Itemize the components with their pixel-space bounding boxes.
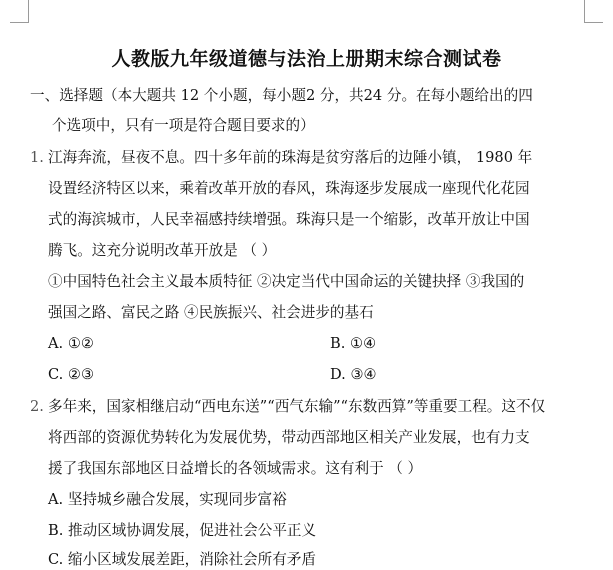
question-2-line-1: 多年来，国家相继启动“西电东送”“西气东输”“东数西算”等重要工程。这不仅 (48, 398, 546, 415)
question-1-line-3: 式的海滨城市，人民幸福感持续增强。珠海只是一个缩影，改革开放让中国 (48, 211, 530, 228)
question-1-line-4: 腾飞。这充分说明改革开放是 （ ） (48, 242, 277, 259)
question-2-option-a: A. 坚持城乡融合发展，实现同步富裕 (48, 491, 287, 508)
question-2-option-b: B. 推动区域协调发展，促进社会公平正义 (48, 522, 317, 539)
crop-mark-top-right (584, 0, 603, 23)
document-title: 人教版九年级道德与法治上册期末综合测试卷 (111, 48, 502, 70)
question-1-line-6: 强国之路、富民之路 ④民族振兴、社会进步的基石 (48, 304, 374, 321)
question-1-line-1: 江海奔流，昼夜不息。四十多年前的珠海是贫穷落后的边陲小镇， 1980 年 (48, 149, 533, 166)
section-heading-line-2: 个选项中，只有一项是符合题目要求的） (52, 117, 315, 134)
question-2-option-c: C. 缩小区域发展差距，消除社会所有矛盾 (48, 551, 317, 568)
question-1-number: 1. (30, 149, 44, 166)
crop-mark-top-left (10, 0, 29, 23)
section-heading-line-1: 一、选择题（本大题共 12 个小题，每小题2 分，共24 分。在每小题给出的四 (30, 87, 533, 104)
question-1-option-d: D. ③④ (330, 366, 377, 383)
question-1-option-c: C. ②③ (48, 366, 95, 383)
question-2-line-2: 将西部的资源优势转化为发展优势，带动西部地区相关产业发展，也有力支 (48, 429, 530, 446)
question-2-number: 2. (30, 398, 44, 415)
question-1-option-b: B. ①④ (330, 335, 377, 352)
question-1-option-a: A. ①② (48, 335, 94, 352)
question-1-line-5: ①中国特色社会主义最本质特征 ②决定当代中国命运的关键抉择 ③我国的 (48, 273, 525, 290)
question-1-line-2: 设置经济特区以来，乘着改革开放的春风，珠海逐步发展成一座现代化花园 (48, 180, 530, 197)
question-2-line-3: 援了我国东部地区日益增长的各领域需求。这有利于 （ ） (48, 460, 423, 477)
